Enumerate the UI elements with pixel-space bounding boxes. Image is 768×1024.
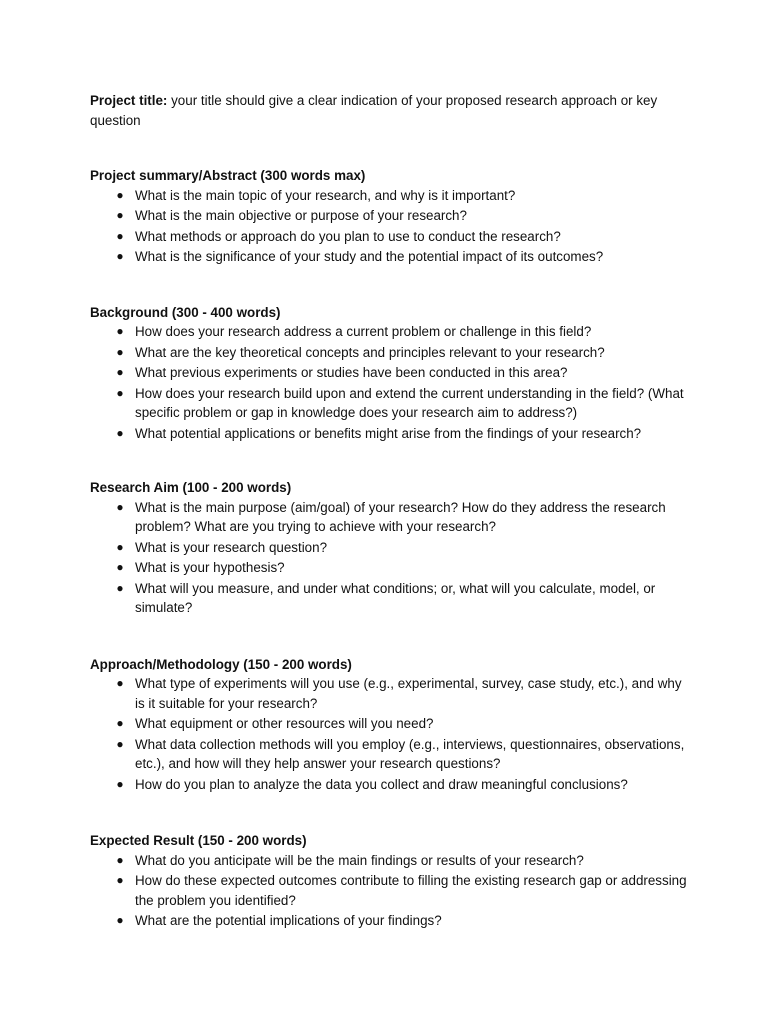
list-item bbox=[90, 579, 690, 618]
bullet-icon: ● bbox=[116, 676, 124, 690]
question-list bbox=[90, 186, 690, 267]
question-list bbox=[90, 498, 690, 618]
bullet-icon: ● bbox=[116, 324, 124, 338]
list-item bbox=[90, 911, 690, 931]
list-item-text: What data collection methods will you employ (e.g., interviews, questionnaires, observations, etc.), and how will they help answer your research questions? bbox=[135, 736, 685, 771]
bullet-icon: ● bbox=[116, 208, 124, 222]
bullet-icon: ● bbox=[116, 852, 124, 867]
list-item bbox=[90, 424, 690, 444]
list-item-text: What are the potential implications of your findings? bbox=[135, 913, 442, 928]
bullet-icon: ● bbox=[116, 560, 124, 574]
list-item-text: What type of experiments will you use (e.g., experimental, survey, case study, etc.), and why is it suitable for your research? bbox=[135, 676, 682, 711]
list-item-text: How do you plan to analyze the data you collect and draw meaningful conclusions? bbox=[135, 776, 628, 792]
list-item-text: What do you anticipate will be the main findings or results of your research? bbox=[135, 852, 584, 868]
list-item bbox=[90, 363, 690, 383]
bullet-icon: ● bbox=[116, 187, 124, 202]
list-item bbox=[90, 186, 690, 206]
bullet-icon: ● bbox=[116, 580, 124, 595]
section-title: Expected Result (150 - 200 words) bbox=[90, 833, 307, 848]
list-item-text: What is your research question? bbox=[135, 539, 328, 555]
section-abstract bbox=[90, 166, 690, 267]
list-item bbox=[90, 871, 690, 910]
project-title-text: your title should give a clear indication of your proposed research approach or key question bbox=[90, 93, 658, 128]
list-item-text: What is the main objective or purpose of your research? bbox=[135, 208, 467, 223]
section-research-aim bbox=[90, 478, 690, 618]
bullet-icon: ● bbox=[116, 249, 124, 263]
section-background bbox=[90, 303, 690, 444]
section-title: Project summary/Abstract (300 words max) bbox=[90, 168, 366, 183]
list-item bbox=[90, 558, 690, 578]
bullet-icon: ● bbox=[116, 365, 124, 379]
list-item-text: What is the main topic of your research, and why is it important? bbox=[135, 187, 516, 203]
section-approach-methodology bbox=[90, 655, 690, 795]
project-title-label: Project title: bbox=[90, 93, 168, 108]
list-item bbox=[90, 538, 690, 558]
list-item-text: How do these expected outcomes contribute to filling the existing research gap or addressing the problem you identified? bbox=[135, 873, 687, 908]
list-item bbox=[90, 343, 690, 363]
bullet-icon: ● bbox=[116, 499, 124, 514]
list-item-text: What potential applications or benefits might arise from the findings of your research? bbox=[135, 425, 642, 441]
bullet-icon: ● bbox=[116, 873, 124, 887]
bullet-icon: ● bbox=[116, 344, 124, 359]
list-item-text: How does your research build upon and extend the current understanding in the field? (What specific problem or gap in knowledge does your research aim to address?) bbox=[135, 385, 684, 420]
list-item-text: How does your research address a current problem or challenge in this field? bbox=[135, 324, 592, 339]
section-title: Background (300 - 400 words) bbox=[90, 304, 281, 320]
list-item-text: What previous experiments or studies have been conducted in this area? bbox=[135, 365, 568, 380]
question-list bbox=[90, 322, 690, 443]
bullet-icon: ● bbox=[116, 736, 124, 751]
list-item bbox=[90, 247, 690, 267]
bullet-icon: ● bbox=[116, 385, 124, 400]
bullet-icon: ● bbox=[116, 913, 124, 927]
bullet-icon: ● bbox=[116, 716, 124, 730]
list-item bbox=[90, 674, 690, 713]
bullet-icon: ● bbox=[116, 539, 124, 554]
list-item-text: What methods or approach do you plan to use to conduct the research? bbox=[135, 228, 561, 244]
list-item-text: What is the main purpose (aim/goal) of your research? How do they address the research problem? What are you trying to achieve with your research? bbox=[135, 499, 666, 534]
list-item bbox=[90, 206, 690, 226]
bullet-icon: ● bbox=[116, 776, 124, 791]
list-item bbox=[90, 227, 690, 247]
section-expected-result bbox=[90, 831, 690, 931]
list-item-text: What is your hypothesis? bbox=[135, 560, 285, 575]
question-list bbox=[90, 851, 690, 931]
project-title-paragraph bbox=[90, 91, 690, 130]
list-item bbox=[90, 322, 690, 342]
list-item-text: What is the significance of your study and the potential impact of its outcomes? bbox=[135, 249, 604, 264]
bullet-icon: ● bbox=[116, 425, 124, 440]
document-page bbox=[90, 91, 690, 967]
list-item-text: What are the key theoretical concepts and principles relevant to your research? bbox=[135, 344, 605, 360]
list-item bbox=[90, 775, 690, 795]
section-title: Research Aim (100 - 200 words) bbox=[90, 480, 292, 495]
list-item bbox=[90, 735, 690, 774]
list-item-text: What will you measure, and under what conditions; or, what will you calculate, model, or simulate? bbox=[135, 580, 656, 615]
list-item bbox=[90, 384, 690, 423]
list-item bbox=[90, 714, 690, 734]
question-list bbox=[90, 674, 690, 794]
section-title: Approach/Methodology (150 - 200 words) bbox=[90, 656, 352, 672]
list-item bbox=[90, 498, 690, 537]
list-item-text: What equipment or other resources will you need? bbox=[135, 716, 434, 731]
bullet-icon: ● bbox=[116, 228, 124, 243]
list-item bbox=[90, 851, 690, 871]
